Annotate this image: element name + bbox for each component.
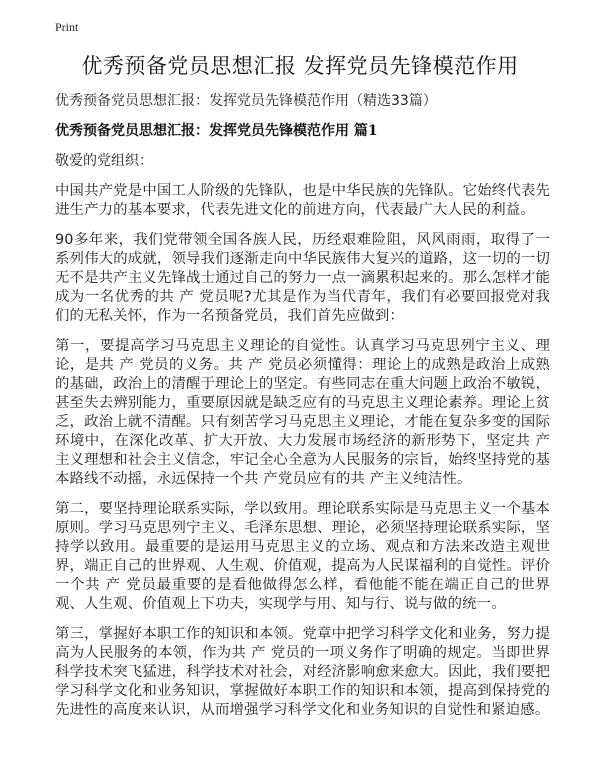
document-subtitle: 优秀预备党员思想汇报：发挥党员先锋模范作用（精选33篇） (55, 93, 437, 109)
document-title: 优秀预备党员思想汇报 发挥党员先锋模范作用 (81, 54, 519, 78)
salutation: 敬爱的党组织： (55, 153, 153, 169)
paragraph-history: 90多年来，我们党带领全国各族人民，历经艰难险阻，风风雨雨，取得了一系列伟大的成就，领导我们逐渐走向中华民族伟大复兴的道路，这一切的一切无不是共产主义先锋战士通过自己的努力一点一滴累积起来的。那么怎样才能成为一名优秀的共 产 党员呢?尤其是作为当代青年，我们有必要回报党对我们的无私关怀，作为一名预备党员，我们首先应做到： (55, 232, 550, 324)
paragraph-first-point: 第一，要提高学习马克思主义理论的自觉性。认真学习马克思列宁主义、理论，是共 产 党员的义务。共 产 党员必须懂得：理论上的成熟是政治上成熟的基础，政治上的清醒于理论上的坚定。有些同志在重大问题上政治不敏锐，甚至失去辨别能力，重要原因就是缺乏应有的马克思主义理论素养。理论上贫乏，政治上就不清醒。只有刻苦学习马克思主义理论，才能在复杂多变的国际环境中，在深化改革、扩大开放、大力发展市场经济的新形势下，坚定共 产主义理想和社会主义信念，牢记全心全意为人民服务的宗旨，始终坚持党的基本路线不动摇，永远保持一个共 产党员应有的共 产主义纯洁性。 (55, 338, 550, 487)
section-heading: 优秀预备党员思想汇报：发挥党员先锋模范作用 篇1 (55, 123, 378, 139)
document-body (55, 92, 550, 731)
paragraph-intro: 中国共产党是中国工人阶级的先锋队，也是中华民族的先锋队。它始终代表先进生产力的基本要求，代表先进文化的前进方向，代表最广大人民的利益。 (55, 183, 550, 218)
paragraph-second-point: 第二，要坚持理论联系实际，学以致用。理论联系实际是马克思主义一个基本原则。学习马克思列宁主义、毛泽东思想、理论，必须坚持理论联系实际，坚持学以致用。最重要的是运用马克思主义的立场、观点和方法来改造主观世界，端正自己的世界观、人生观、价值观，提高为人民谋福利的自觉性。评价一个共 产 党员最重要的是看他做得怎么样，看他能不能在端正自己的世界观、人生观、价值观上下功夫，实现学与用、知与行、说与做的统一。 (55, 501, 550, 612)
paragraph-third-point: 第三，掌握好本职工作的知识和本领。党章中把学习科学文化和业务，努力提高为人民服务的本领，作为共 产 党员的一项义务作了明确的规定。当即世界科学技术突飞猛进，科学技术对社会，对经济影响愈来愈大。因此，我们要把学习科学文化和业务知识，掌握做好本职工作的知识和本领，提高到保持党的先进性的高度来认识，从而增强学习科学文化和业务知识的自觉性和紧迫感。 (55, 626, 550, 718)
print-link[interactable]: Print (55, 20, 79, 34)
